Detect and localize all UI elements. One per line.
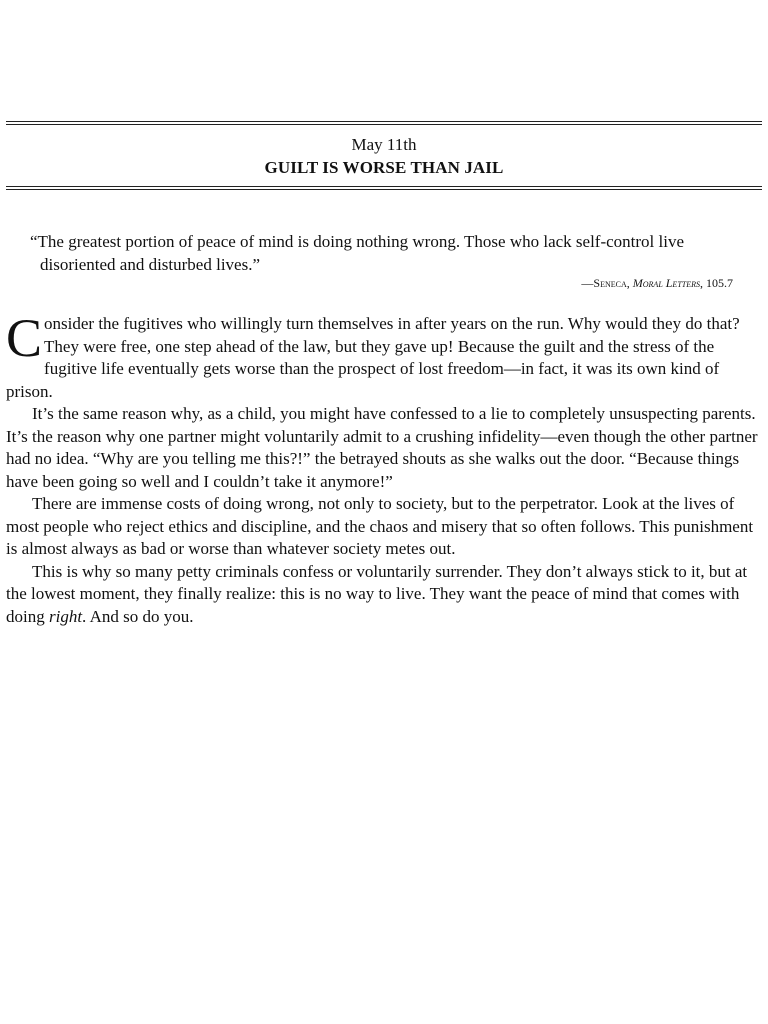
attribution-comma: ,: [626, 276, 633, 290]
attribution-work: Moral Letters: [632, 276, 700, 290]
body-paragraph-3: There are immense costs of doing wrong, not only to society, but to the perpetrator. Look at the lives of most people who reject ethics and discipline, and the chaos and misery that so often follows. This punishment is almost always as bad or worse than whatever society metes out.: [6, 494, 754, 558]
epigraph-attribution: [581, 275, 733, 291]
paragraph-4-start: This is why so many petty criminals confess or voluntarily surrender. They don’t always stick to it, but at the lowest moment, they finally realize: this is no way to live. They want the peace of mind that comes with doing: [6, 561, 748, 626]
body-paragraph-1: [6, 308, 764, 403]
epigraph: [30, 231, 736, 276]
drop-cap: C: [6, 308, 43, 368]
entry-date: May 11th: [351, 135, 417, 154]
paragraph-4-emphasis: right: [48, 606, 83, 626]
attribution-dash: —: [581, 276, 594, 290]
entry-header: [0, 134, 768, 180]
entry-title: GUILT IS WORSE THAN JAIL: [264, 158, 504, 177]
attribution-author: Seneca: [593, 276, 627, 290]
body-paragraph-4: [6, 561, 764, 629]
epigraph-quote: “The greatest portion of peace of mind is doing nothing wrong. Those who lack self-control live disoriented and disturbed lives.”: [30, 232, 685, 274]
entry-body: [6, 308, 764, 628]
header-top-double-rule: [6, 121, 762, 125]
body-paragraph-2: It’s the same reason why, as a child, you might have confessed to a lie to completely unsuspecting parents. It’s the reason why one partner might voluntarily admit to a crushing infidelity—even though the other partner had no idea. “Why are you telling me this?!” the betrayed shouts as she walks out the door. “Because things have been going so well and I couldn’t take it anymore!”: [6, 404, 758, 491]
paragraph-1-text: onsider the fugitives who willingly turn themselves in after years on the run. Why would they do that? They were free, one step ahead of the law, but they gave up! Because the guilt and the stress of the fugitive life eventually gets worse than the prospect of lost freedom—in fact, it was its own kind of prison.: [6, 314, 740, 401]
attribution-citation: , 105.7: [700, 276, 733, 290]
paragraph-4-end: . And so do you.: [82, 606, 194, 626]
header-bottom-double-rule: [6, 186, 762, 190]
